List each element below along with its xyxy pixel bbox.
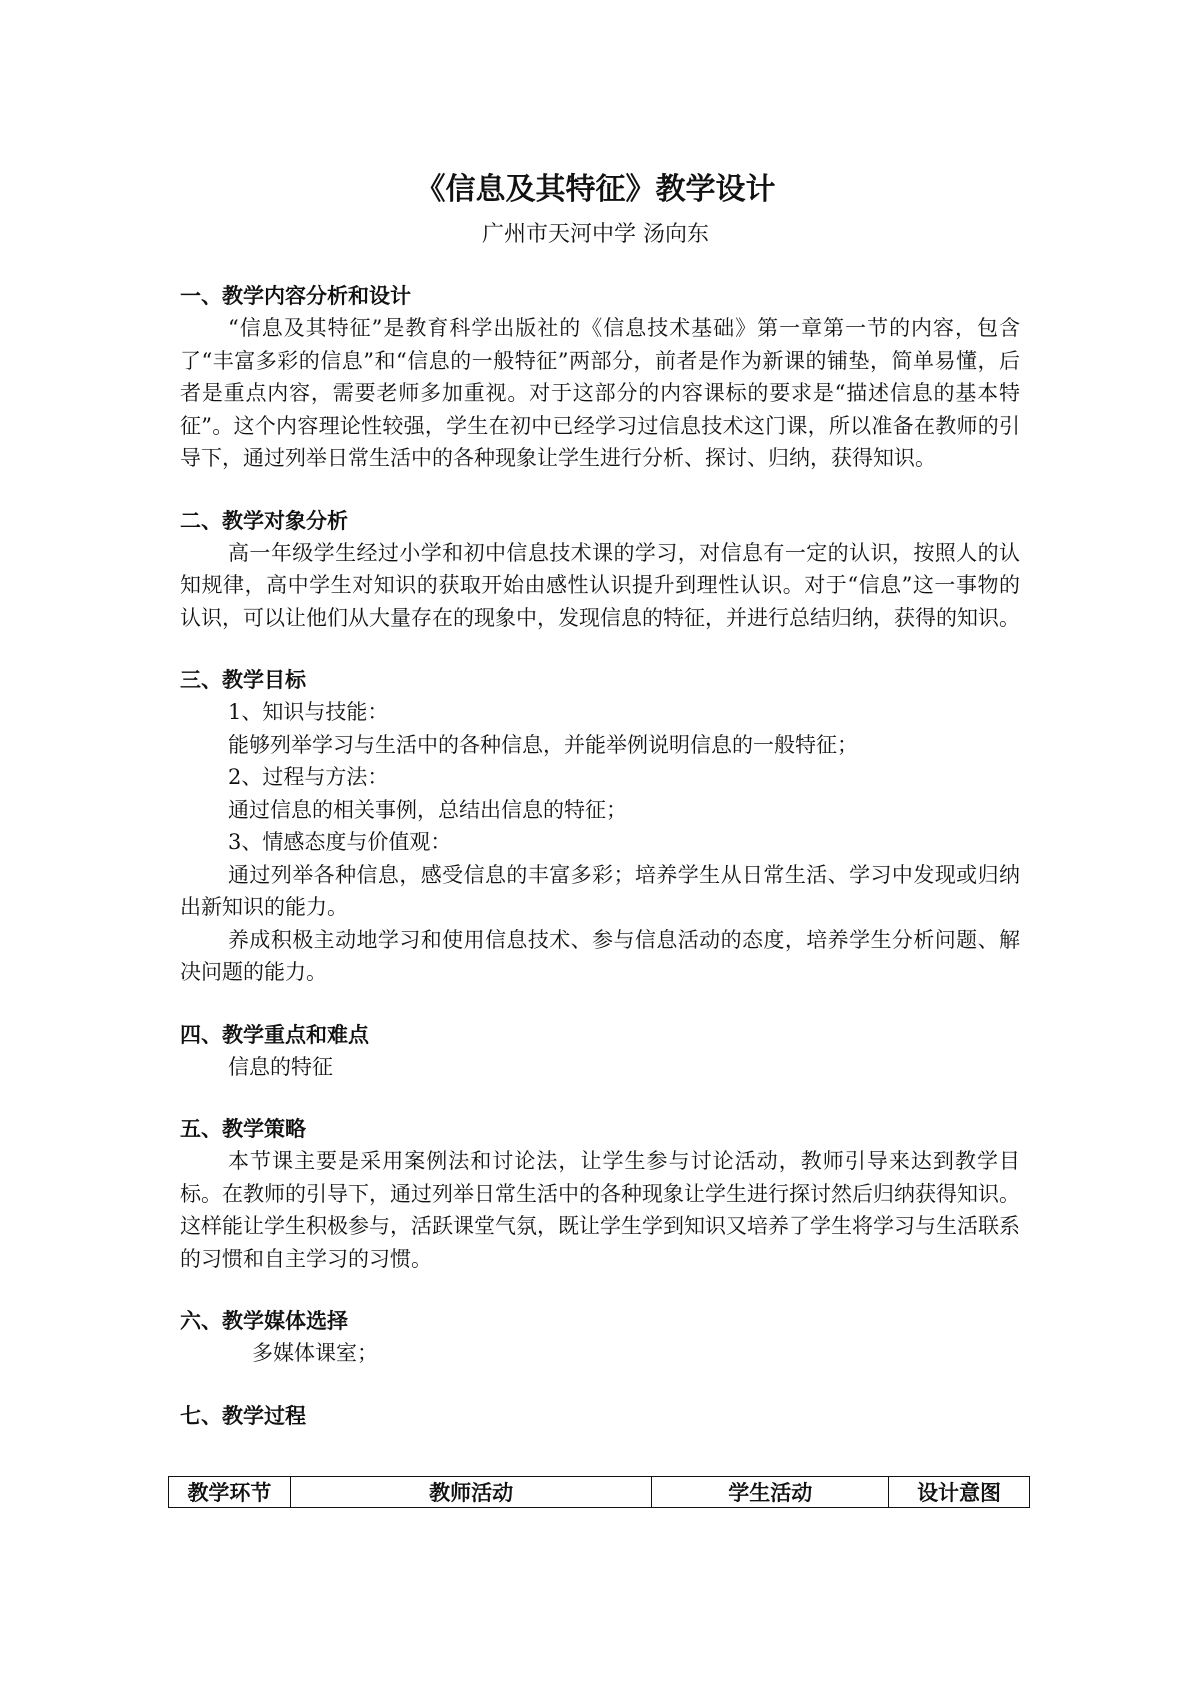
table-header-row [169,1477,1030,1508]
table-header-teacher-activity: 教师活动 [290,1477,652,1508]
goal-label-attitude: 3、情感态度与价值观： [228,830,452,854]
document-body [180,280,1020,1432]
section-media-selection [180,1305,1020,1370]
goal-text-knowledge: 能够列举学习与生活中的各种信息，并能举例说明信息的一般特征； [228,732,858,757]
section-paragraph: “信息及其特征”是教育科学出版社的《信息技术基础》第一章第一节的内容，包含了“丰富多彩的信息”和“信息的一般特征”两部分，前者是作为新课的铺垫，简单易懂，后者是重点内容，需要老师多加重视。对于这部分的内容课标的要求是“描述信息的基本特征”。这个内容理论性较强，学生在初中已经学习过信息技术这门课，所以准备在教师的引导下，通过列举日常生活中的各种现象让学生进行分析、探讨、归纳，获得知识。 [180,316,1020,470]
section-heading: 四、教学重点和难点 [180,1022,369,1047]
section-heading: 七、教学过程 [180,1403,306,1428]
table-header-stage: 教学环节 [169,1477,291,1508]
goal-label-process: 2、过程与方法： [228,765,389,789]
section-text: 信息的特征 [228,1054,333,1079]
document-title: 《信息及其特征》教学设计 [415,172,776,207]
goal-text-process: 通过信息的相关事例，总结出信息的特征； [228,797,627,822]
section-paragraph: 本节课主要是采用案例法和讨论法，让学生参与讨论活动，教师引导来达到教学目标。在教师的引导下，通过列举日常生活中的各种现象让学生进行探讨然后归纳获得知识。这样能让学生积极参与，活跃课堂气氛，既让学生学到知识又培养了学生将学习与生活联系的习惯和自主学习的习惯。 [180,1149,1020,1271]
section-heading: 五、教学策略 [180,1117,306,1141]
section-audience-analysis [180,505,1020,635]
table-header-design-intent: 设计意图 [889,1477,1030,1508]
section-heading: 三、教学目标 [180,668,306,692]
table-header-student-activity: 学生活动 [652,1477,889,1508]
section-text: 多媒体课室； [252,1341,378,1365]
section-content-analysis [180,280,1020,475]
section-heading: 二、教学对象分析 [180,508,348,533]
goal-text-attitude-2: 养成积极主动地学习和使用信息技术、参与信息活动的态度，培养学生分析问题、解决问题的能力。 [180,927,1020,984]
document-author: 广州市天河中学 汤向东 [482,222,709,247]
section-paragraph: 高一年级学生经过小学和初中信息技术课的学习，对信息有一定的认识，按照人的认知规律，高中学生对知识的获取开始由感性认识提升到理性认识。对于“信息”这一事物的认识，可以让他们从大量存在的现象中，发现信息的特征，并进行总结归纳，获得的知识。 [180,540,1020,630]
section-teaching-goals [180,664,1020,989]
section-teaching-process [180,1400,1020,1432]
goal-label-knowledge: 1、知识与技能： [228,700,389,724]
process-table [168,1476,1030,1508]
section-heading: 一、教学内容分析和设计 [180,284,411,308]
section-heading: 六、教学媒体选择 [180,1309,348,1333]
goal-text-attitude-1: 通过列举各种信息，感受信息的丰富多彩；培养学生从日常生活、学习中发现或归纳出新知识的能力。 [180,862,1020,919]
section-teaching-strategy [180,1113,1020,1275]
section-key-points [180,1019,1020,1084]
